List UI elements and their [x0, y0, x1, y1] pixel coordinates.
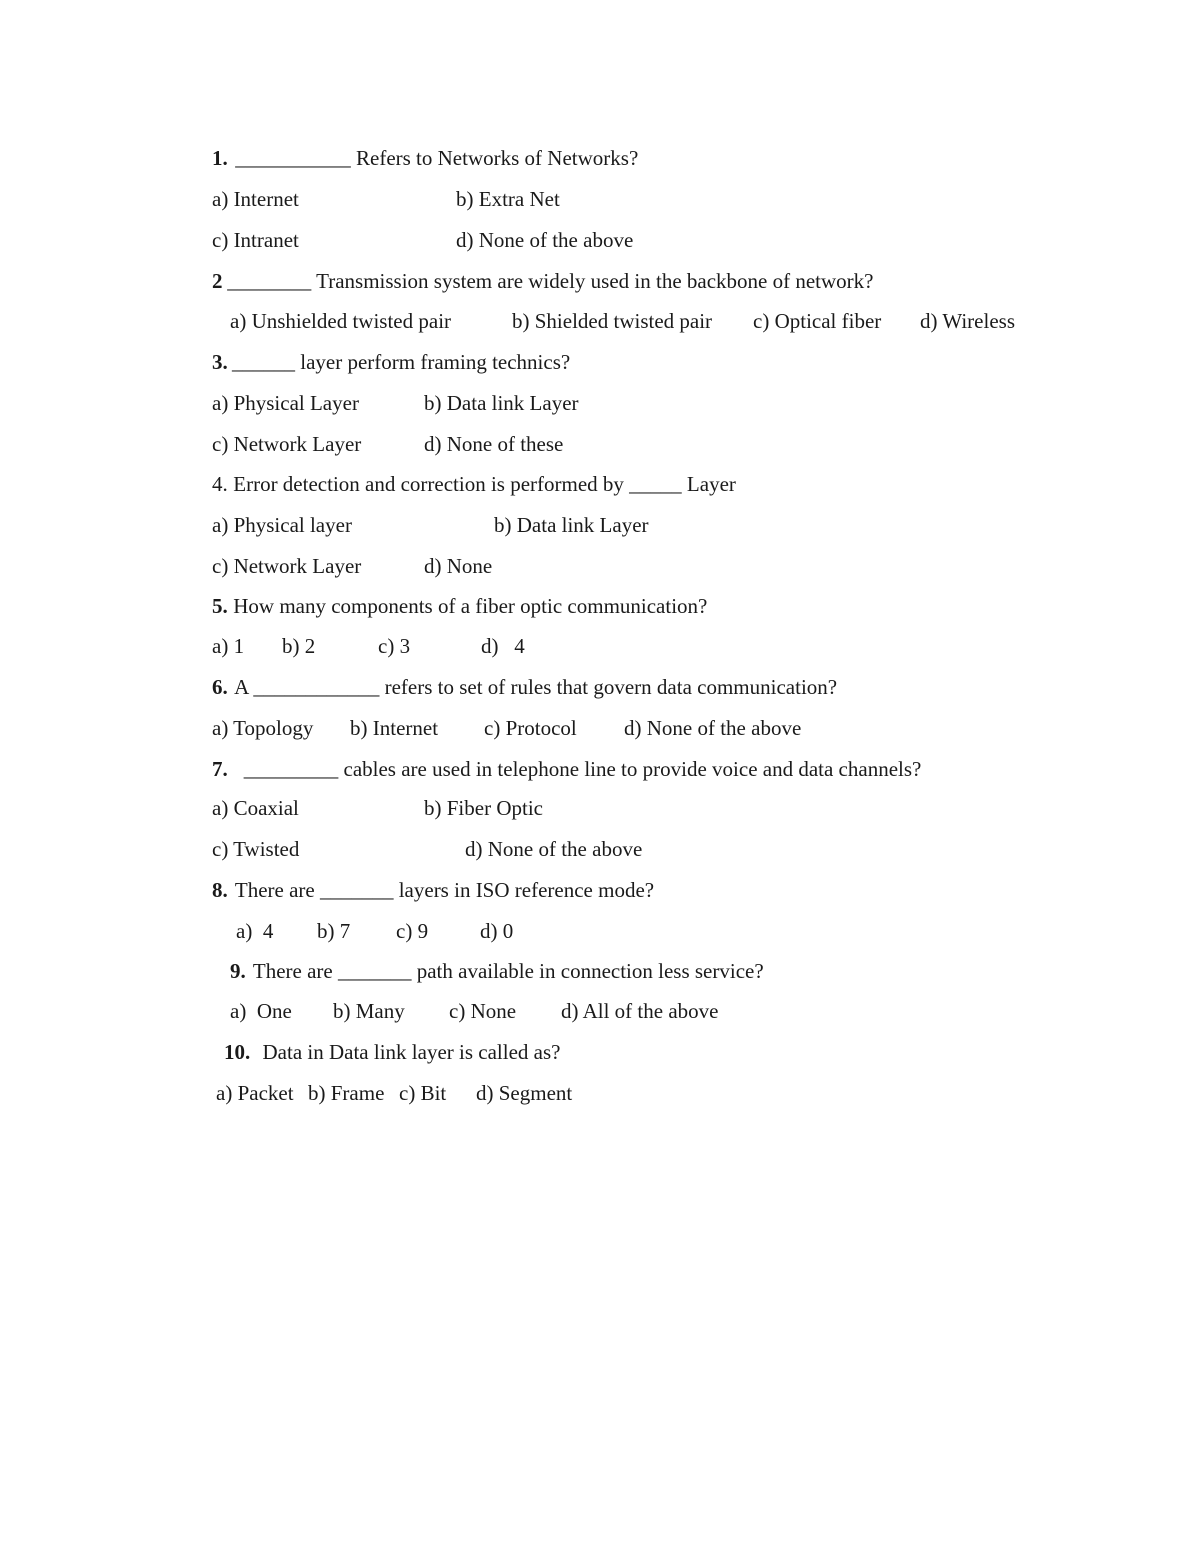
option-b: b) Data link Layer — [424, 391, 579, 415]
question-text: There are _______ path available in connection less service? — [248, 959, 764, 983]
option-a: a) 4 — [236, 919, 274, 943]
question-text: Data in Data link layer is called as? — [252, 1040, 561, 1064]
option-b: b) Fiber Optic — [424, 796, 543, 820]
option-d: d) None of the above — [624, 716, 802, 740]
option-b: b) Shielded twisted pair — [512, 309, 713, 333]
option-b: b) Data link Layer — [494, 513, 649, 537]
question-text: ______ layer perform framing technics? — [232, 350, 571, 374]
question-number: 3. — [212, 350, 228, 374]
option-d: d) 4 — [481, 634, 525, 658]
option-d: d) None of these — [424, 432, 564, 456]
question-number: 4. — [212, 472, 228, 496]
option-b: b) Internet — [350, 716, 439, 740]
option-a: a) Unshielded twisted pair — [230, 309, 452, 333]
question-number: 9. — [230, 959, 246, 983]
option-c: c) Bit — [399, 1081, 447, 1105]
question-text: How many components of a fiber optic communication? — [228, 594, 708, 618]
option-d: d) None — [424, 554, 493, 578]
option-d: d) None of the above — [456, 228, 634, 252]
option-a: a) Physical Layer — [212, 391, 359, 415]
question-text: Error detection and correction is performed by _____ Layer — [228, 472, 736, 496]
option-b: b) 7 — [317, 919, 351, 943]
option-c: c) Network Layer — [212, 554, 362, 578]
question-number: 5. — [212, 594, 228, 618]
option-c: c) Optical fiber — [753, 309, 882, 333]
option-a: a) Physical layer — [212, 513, 352, 537]
question-text: ___________ Refers to Networks of Networks? — [230, 146, 639, 170]
option-c: c) Protocol — [484, 716, 577, 740]
option-b: b) Frame — [308, 1081, 385, 1105]
option-c: c) Twisted — [212, 837, 300, 861]
option-d: d) Wireless — [920, 309, 1015, 333]
option-b: b) Many — [333, 999, 405, 1023]
question-text: There are _______ layers in ISO reference mode? — [230, 878, 655, 902]
option-a: a) 1 — [212, 634, 245, 658]
option-a: a) One — [230, 999, 292, 1023]
option-d: d) 0 — [480, 919, 514, 943]
question-number: 6. — [212, 675, 228, 699]
option-c: c) Intranet — [212, 228, 299, 252]
question-text: _________ cables are used in telephone line to provide voice and data channels? — [228, 757, 922, 781]
option-a: a) Topology — [212, 716, 314, 740]
option-a: a) Coaxial — [212, 796, 299, 820]
option-d: d) None of the above — [465, 837, 643, 861]
question-number: 8. — [212, 878, 228, 902]
question-text: ________ Transmission system are widely used in the backbone of network? — [222, 269, 874, 293]
option-c: c) 3 — [378, 634, 411, 658]
question-text: A ____________ refers to set of rules that govern data communication? — [230, 675, 838, 699]
option-b: b) 2 — [282, 634, 316, 658]
option-a: a) Packet — [216, 1081, 294, 1105]
question-number: 7. — [212, 757, 228, 781]
option-b: b) Extra Net — [456, 187, 560, 211]
option-c: c) Network Layer — [212, 432, 362, 456]
option-c: c) None — [449, 999, 517, 1023]
question-number: 10. — [224, 1040, 251, 1064]
option-c: c) 9 — [396, 919, 429, 943]
option-a: a) Internet — [212, 187, 299, 211]
question-number: 2 — [212, 269, 223, 293]
option-d: d) Segment — [476, 1081, 573, 1105]
option-d: d) All of the above — [561, 999, 719, 1023]
question-number: 1. — [212, 146, 228, 170]
